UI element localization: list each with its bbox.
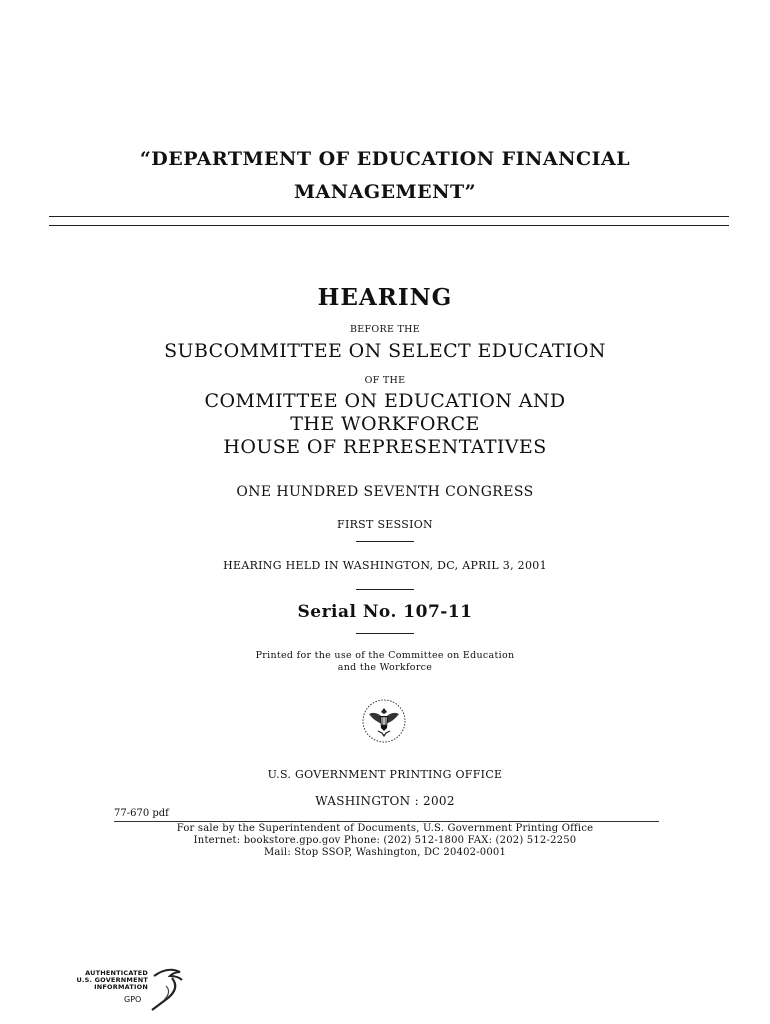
hearing-held-rule (356, 589, 414, 590)
serial-rule (356, 633, 414, 634)
subcommittee-name: SUBCOMMITTEE ON SELECT EDUCATION (164, 340, 606, 362)
of-the-label: OF THE (364, 375, 406, 386)
gpo-authentication-logo (66, 966, 186, 1014)
gpo-logo-text (66, 970, 148, 991)
before-the-label: BEFORE THE (350, 324, 420, 335)
hearing-heading: HEARING (317, 284, 453, 311)
job-number: 77-670 pdf (114, 808, 169, 819)
title-line-1: “DEPARTMENT OF EDUCATION FINANCIAL (139, 148, 631, 170)
gpo-logo-line-1: AUTHENTICATED (85, 969, 148, 977)
sale-line-3: Mail: Stop SSOP, Washington, DC 20402-0001 (263, 847, 507, 858)
serial-number: Serial No. 107-11 (297, 602, 473, 622)
printed-line-2: and the Workforce (337, 662, 433, 673)
sale-information (0, 823, 770, 859)
title-line-2: MANAGEMENT” (293, 181, 477, 203)
document-title (0, 143, 770, 209)
committee-line-3: HOUSE OF REPRESENTATIVES (223, 436, 547, 458)
hearing-held-label: HEARING HELD IN WASHINGTON, DC, APRIL 3, 2001 (223, 559, 547, 572)
title-rule-top (49, 216, 729, 217)
gpo-logo-line-3: INFORMATION (94, 983, 148, 991)
sale-rule (114, 821, 659, 822)
gpo-mark-label: GPO (124, 995, 142, 1004)
place-date-label: WASHINGTON : 2002 (315, 794, 455, 808)
eagle-seal-icon (361, 698, 407, 744)
eagle-swoosh-icon (150, 966, 186, 1014)
gpo-logo-line-2: U.S. GOVERNMENT (76, 976, 148, 984)
title-rule-bottom (49, 225, 729, 226)
session-label: FIRST SESSION (337, 518, 433, 531)
session-rule (356, 541, 414, 542)
committee-name (0, 390, 770, 459)
sale-line-1: For sale by the Superintendent of Documents, U.S. Government Printing Office (176, 823, 594, 834)
committee-line-1: COMMITTEE ON EDUCATION AND (204, 390, 566, 412)
sale-line-2: Internet: bookstore.gpo.gov Phone: (202) 512-1800 FAX: (202) 512-2250 (193, 835, 577, 846)
printed-line-1: Printed for the use of the Committee on Education (255, 650, 515, 661)
committee-line-2: THE WORKFORCE (290, 413, 480, 435)
congress-label: ONE HUNDRED SEVENTH CONGRESS (236, 484, 534, 500)
printed-for-note (0, 650, 770, 674)
printing-office-label: U.S. GOVERNMENT PRINTING OFFICE (267, 768, 503, 781)
